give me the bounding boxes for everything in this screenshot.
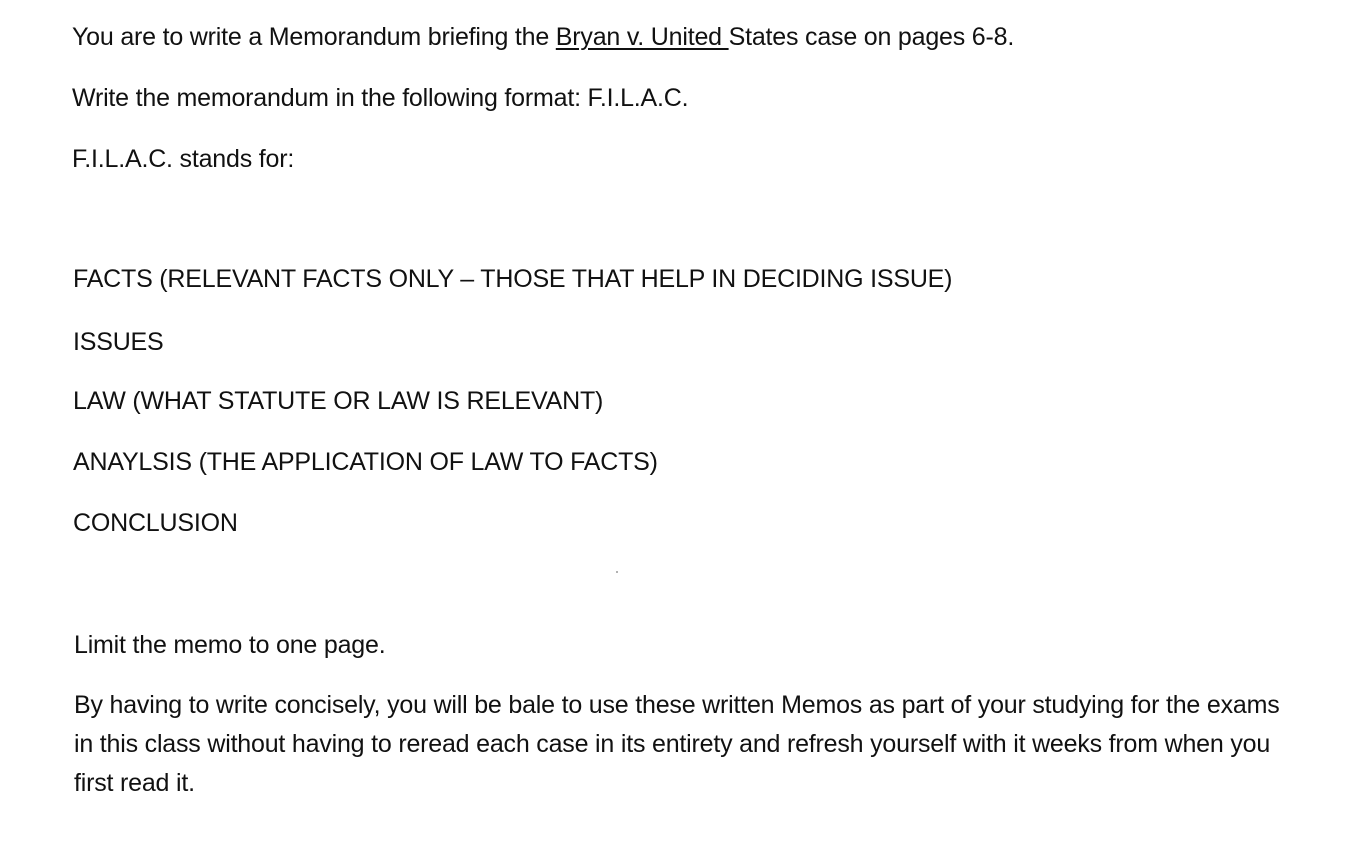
scan-speck [616, 571, 618, 573]
format-item-conclusion: CONCLUSION [73, 509, 238, 537]
instruction-text-end: States case on pages 6-8. [728, 23, 1015, 51]
instruction-text-start: You are to write a Memorandum briefing the [72, 23, 556, 51]
format-item-analysis: ANAYLSIS (THE APPLICATION OF LAW TO FACTS) [73, 448, 658, 476]
study-benefit-paragraph: By having to write concisely, you will be bale to use these written Memos as part of your studying for the exams in this class without having to reread each case in its entirety and refresh yourself with it weeks from when you first read it. [74, 691, 1280, 797]
acronym-intro: F.I.L.A.C. stands for: [72, 145, 295, 173]
format-item-issues: ISSUES [73, 328, 164, 356]
page-limit-note: Limit the memo to one page. [74, 631, 386, 659]
assignment-instruction [72, 22, 1014, 52]
format-item-facts: FACTS (RELEVANT FACTS ONLY – THOSE THAT HELP IN DECIDING ISSUE) [73, 265, 953, 293]
format-item-law: LAW (WHAT STATUTE OR LAW IS RELEVANT) [73, 387, 604, 415]
case-name: Bryan v. United [555, 23, 729, 51]
format-instruction: Write the memorandum in the following format: F.I.L.A.C. [72, 84, 689, 112]
